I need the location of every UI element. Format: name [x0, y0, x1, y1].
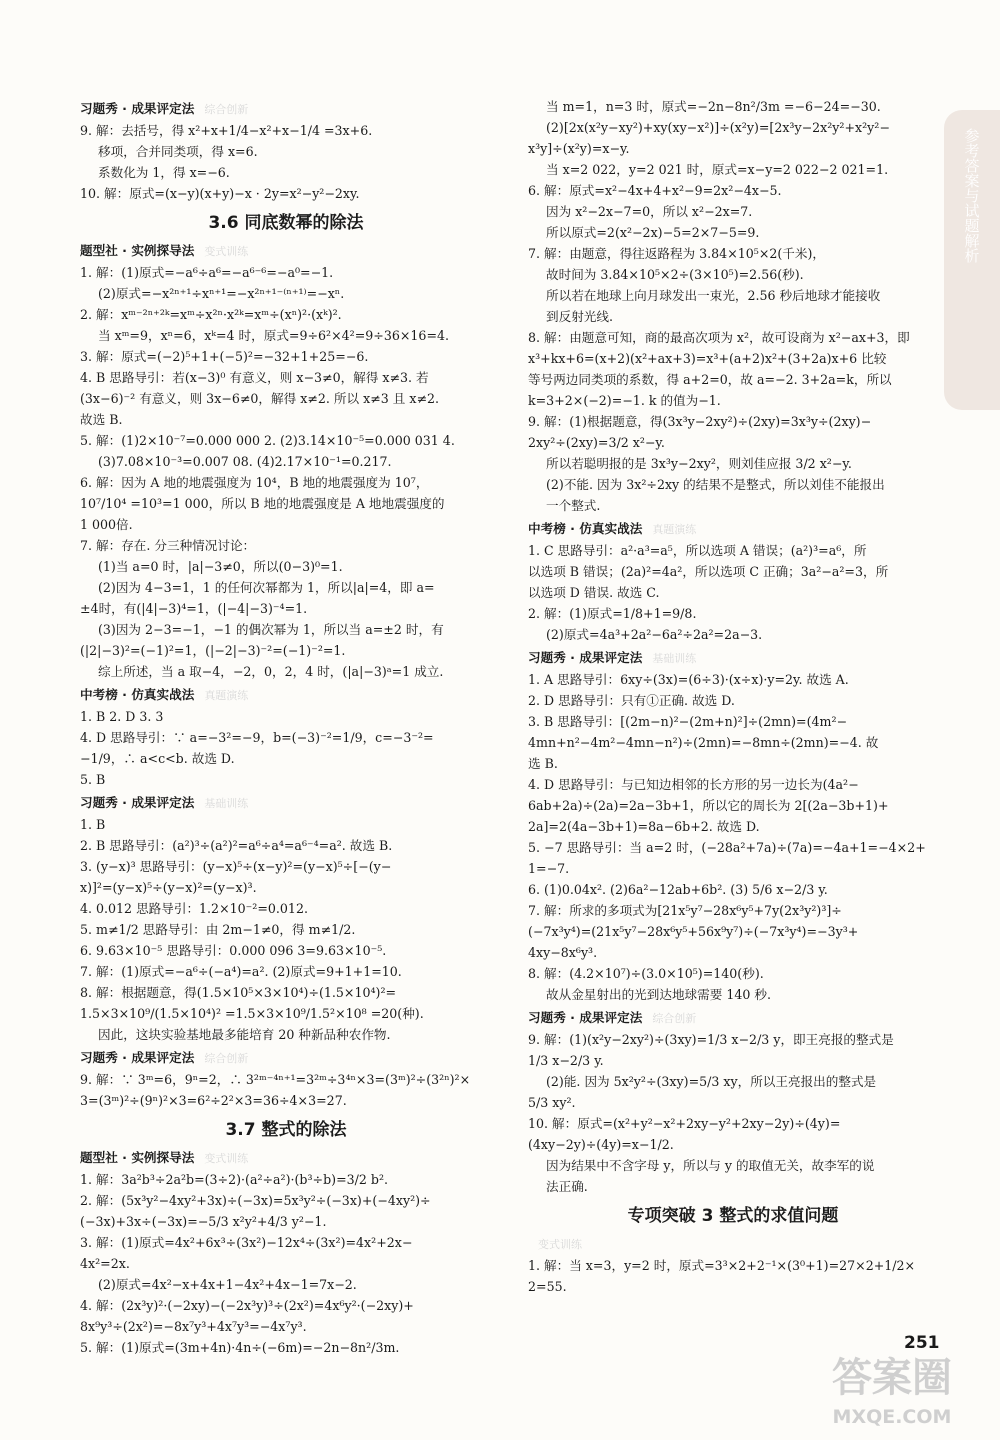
answer-line: 4x²=2x. — [80, 1256, 130, 1271]
answer-line: (−7x³y⁴)=(21x⁵y⁷−28x⁶y⁵+56x⁹y⁷)÷(−7x³y⁴)=−3y³+ — [528, 924, 859, 939]
answer-line: 因为 x²−2x−7=0，所以 x²−2x=7. — [546, 204, 753, 219]
answer-line: k=3+2×(−2)=−1. k 的值为−1. — [528, 393, 721, 408]
answer-line: 5. 解：(1)2×10⁻⁷=0.000 000 2. (2)3.14×10⁻⁵=0.000 031 4. — [80, 433, 455, 448]
section-title: 中考榜 · 仿真实战法 — [80, 687, 195, 702]
answer-line: 所以若在地球上向月球发出一束光，2.56 秒后地球才能接收 — [546, 288, 881, 303]
answer-line: 以选项 D 错误. 故选 C. — [528, 585, 660, 600]
answer-line: (2)[2x(x²y−xy²)+xy(xy−x²)]÷(x²y)=[2x³y−2x²y²+x²y²− — [546, 120, 890, 135]
answer-line: 当 m=1，n=3 时，原式=−2n−8n²/3m =−6−24=−30. — [546, 99, 881, 114]
section-tag: 变式训练 — [204, 1152, 249, 1165]
answer-line: 3=(3ᵐ)²÷(9ⁿ)²×3=6²÷2²×3=36÷4×3=27. — [80, 1093, 347, 1108]
answer-line: 6. (1)0.04x². (2)6a²−12ab+6b². (3) 5/6 x−2/3 y. — [528, 882, 828, 897]
section-tag: 真题演练 — [204, 689, 249, 702]
answer-line: 因为结果中不含字母 y，所以与 y 的取值无关，故李军的说 — [546, 1158, 875, 1173]
answer-line: 2. B 思路导引：(a²)³÷(a²)²=a⁶÷a⁴=a⁶⁻⁴=a². 故选 B. — [80, 838, 393, 853]
answer-line: 5. m≠1/2 思路导引：由 2m−1≠0，得 m≠1/2. — [80, 922, 356, 937]
section-title: 习题秀 · 成果评定法 — [80, 795, 195, 810]
answer-line: 3. 解：(1)原式=4x²+6x³÷(3x²)−12x⁴÷(3x²)=4x²+2x− — [80, 1235, 413, 1250]
answer-line: (1)当 a=0 时，|a|−3≠0，所以(0−3)⁰=1. — [98, 559, 343, 574]
answer-line: 5. 解：(1)原式=(3m+4n)·4n÷(−6m)=−2n−8n²/3m. — [80, 1340, 400, 1355]
answer-line: 7. 解：所求的多项式为[21x⁵y⁷−28x⁶y⁵+7y(2x³y²)³]÷ — [528, 903, 842, 918]
section-title: 习题秀 · 成果评定法 — [528, 650, 643, 665]
answer-line: 2. 解：(5x³y²−4xy²+3x)÷(−3x)=5x³y²÷(−3x)+(−4xy²)÷ — [80, 1193, 431, 1208]
answer-line: 到反射光线. — [546, 309, 613, 324]
answer-line: 4xy−8x⁶y³. — [528, 945, 598, 960]
answer-line: 3. 解：原式=(−2)⁵+1+(−5)²=−32+1+25=−6. — [80, 349, 369, 364]
answer-line: 5/3 xy². — [528, 1095, 576, 1110]
answer-line: 1.5×3×10⁹/(1.5×10⁴)² =1.5×3×10⁹/1.5²×10⁸ =20(种). — [80, 1006, 424, 1021]
section-tag: 变式训练 — [204, 245, 249, 258]
answer-line: 10⁷/10⁴ =10³=1 000，所以 B 地的地震强度是 A 地地震强度的 — [80, 496, 445, 511]
answer-line: 8. 解：由题意可知，商的最高次项为 x²，故可设商为 x²−ax+3，即 — [528, 330, 910, 345]
answer-line: 1/3 x−2/3 y. — [528, 1053, 604, 1068]
answer-line: 系数化为 1，得 x=−6. — [98, 165, 230, 180]
section-header — [528, 647, 938, 669]
answer-line: 10. 解：原式=(x²+y²−x²+2xy−y²+2xy−2y)÷(4y)= — [528, 1116, 841, 1131]
answer-line: 6ab+2a)÷(2a)=2a−3b+1，所以它的周长为 2[(2a−3b+1)+ — [528, 798, 889, 813]
answer-line: 故选 B. — [80, 412, 123, 427]
answer-line: 以选项 B 错误；(2a)²=4a²，所以选项 C 正确；3a²−a²=3，所 — [528, 564, 889, 579]
answer-line: 1. 解：(1)原式=−a⁶÷a⁶=−a⁶⁻⁶=−a⁰=−1. — [80, 265, 334, 280]
section-tag: 综合创新 — [652, 1012, 697, 1025]
side-tab-label: 参考答案与试题解析 — [962, 128, 981, 263]
answer-line: 9. 解：(1)根据题意，得(3x³y−2xy²)÷(2xy)=3x³y÷(2xy)− — [528, 414, 872, 429]
answer-line: x³y]÷(x²y)=x−y. — [528, 141, 630, 156]
answer-line: 6. 解：原式=x²−4x+4+x²−9=2x²−4x−5. — [528, 183, 782, 198]
section-header — [80, 684, 492, 706]
answer-line: (3)因为 2−3=−1，−1 的偶次幂为 1，所以当 a=±2 时，有 — [98, 622, 444, 637]
answer-line: 综上所述，当 a 取−4，−2，0，2，4 时，(|a|−3)ᵃ=1 成立. — [98, 664, 444, 679]
answer-line: 5. B — [80, 772, 106, 787]
section-header — [80, 240, 492, 262]
section-header — [528, 1007, 938, 1029]
answer-line: x)]²=(y−x)⁵÷(y−x)²=(y−x)³. — [80, 880, 257, 895]
watermark-logo-text: 答案圈 — [832, 1355, 952, 1401]
section-tag: 真题演练 — [652, 523, 697, 536]
answer-line: 2. D 思路导引：只有①正确. 故选 D. — [528, 693, 735, 708]
side-tab — [944, 110, 1000, 410]
section-title: 习题秀 · 成果评定法 — [80, 1050, 195, 1065]
answer-line: −1/9，∴ a<c<b. 故选 D. — [80, 751, 235, 766]
answer-line: 3. (y−x)³ 思路导引：(y−x)⁵÷(x−y)²=(y−x)⁵÷[−(y− — [80, 859, 392, 874]
answer-line: (2)因为 4−3=1，1 的任何次幂都为 1，所以|a|=4，即 a= — [98, 580, 435, 595]
watermark-logo — [812, 1352, 972, 1436]
section-tag: 基础训练 — [204, 797, 249, 810]
answer-line: 1. C 思路导引：a²·a³=a⁵，所以选项 A 错误；(a²)³=a⁶，所 — [528, 543, 867, 558]
section-tag: 综合创新 — [204, 1052, 249, 1065]
section-header — [80, 1047, 492, 1069]
answer-line: 2=55. — [528, 1279, 567, 1294]
section-header — [528, 1233, 938, 1255]
section-tag: 基础训练 — [652, 652, 697, 665]
section-header — [80, 1147, 492, 1169]
answer-line: 等号两边同类项的系数，得 a+2=0，故 a=−2. 3+2a=k，所以 — [528, 372, 892, 387]
section-header — [528, 518, 938, 540]
answer-line: (2)原式=4x²−x+4x+1−4x²+4x−1=7x−2. — [98, 1277, 357, 1292]
answer-line: 1. 解：当 x=3，y=2 时，原式=3³×2+2⁻¹×(3⁰+1)=27×2+1/2× — [528, 1258, 916, 1273]
answer-line: 1. A 思路导引：6xy÷(3x)=(6÷3)·(x÷x)·y=2y. 故选 A. — [528, 672, 849, 687]
section-tag: 综合创新 — [204, 103, 249, 116]
answer-line: 故时间为 3.84×10⁵×2÷(3×10⁵)=2.56(秒). — [546, 267, 804, 282]
answer-line: 4. B 思路导引：若(x−3)⁰ 有意义，则 x−3≠0，解得 x≠3. 若 — [80, 370, 429, 385]
chapter-title: 专项突破 3 整式的求值问题 — [627, 1206, 839, 1226]
answer-line: 移项，合并同类项，得 x=6. — [98, 144, 258, 159]
answer-line: 9. 解：∵ 3ᵐ=6，9ⁿ=2，∴ 3²ᵐ⁻⁴ⁿ⁺¹=3²ᵐ÷3⁴ⁿ×3=(3ᵐ)²÷(3²ⁿ)²× — [80, 1072, 471, 1087]
right-column — [528, 96, 938, 1297]
answer-line: 当 xᵐ=9，xⁿ=6，xᵏ=4 时，原式=9÷6²×4²=9÷36×16=4. — [98, 328, 450, 343]
chapter-title: 3.6 同底数幂的除法 — [208, 213, 364, 233]
answer-line: 9. 解：去括号，得 x²+x+1/4−x²+x−1/4 =3x+6. — [80, 123, 373, 138]
answer-line: (2)原式=4a³+2a²−6a²÷2a²=2a−3. — [546, 627, 763, 642]
section-title: 习题秀 · 成果评定法 — [80, 101, 195, 116]
answer-line: (|2|−3)²=(−1)²=1，(|−2|−3)⁻²=(−1)⁻²=1. — [80, 643, 346, 658]
answer-line: (2)不能. 因为 3x²÷2xy 的结果不是整式，所以刘佳不能报出 — [546, 477, 885, 492]
answer-line: 6. 9.63×10⁻⁵ 思路导引：0.000 096 3=9.63×10⁻⁵. — [80, 943, 387, 958]
answer-line: 法正确. — [546, 1179, 588, 1194]
answer-line: 7. 解：(1)原式=−a⁶÷(−a⁴)=a². (2)原式=9+1+1=10. — [80, 964, 402, 979]
answer-line: 2a]=2(4a−3b+1)=8a−6b+2. 故选 D. — [528, 819, 760, 834]
answer-line: 当 x=2 022，y=2 021 时，原式=x−y=2 022−2 021=1. — [546, 162, 889, 177]
section-tag: 变式训练 — [538, 1238, 582, 1251]
page-number: 251 — [904, 1333, 940, 1353]
section-title: 题型社 · 实例探导法 — [80, 243, 195, 258]
answer-line: (2)能. 因为 5x²y²÷(3xy)=5/3 xy，所以王亮报出的整式是 — [546, 1074, 877, 1089]
answer-line: x³+kx+6=(x+2)(x²+ax+3)=x³+(a+2)x²+(3+2a)x+6 比较 — [528, 351, 887, 366]
answer-line: 因此，这块实验基地最多能培育 20 种新品种农作物. — [98, 1027, 391, 1042]
answer-line: 5. −7 思路导引：当 a=2 时，(−28a²+7a)÷(7a)=−4a+1=−4×2+ — [528, 840, 926, 855]
answer-line: 7. 解：由题意，得往返路程为 3.84×10⁵×2(千米)， — [528, 246, 825, 261]
answer-line: 9. 解：(1)(x²y−2xy²)÷(3xy)=1/3 x−2/3 y，即王亮报的整式是 — [528, 1032, 894, 1047]
chapter-title: 3.7 整式的除法 — [225, 1120, 347, 1140]
answer-line: 1=−7. — [528, 861, 570, 876]
answer-line: 4. D 思路导引：∵ a=−3²=−9，b=(−3)⁻²=1/9，c=−3⁻²= — [80, 730, 434, 745]
left-column — [80, 96, 492, 1358]
answer-line: 所以若聪明报的是 3x³y−2xy²，则刘佳应报 3/2 x²−y. — [546, 456, 852, 471]
answer-line: 选 B. — [528, 756, 558, 771]
answer-line: 4. 解：(2x³y)²·(−2xy)−(−2x³y)³÷(2x²)=4x⁶y²·(−2xy)+ — [80, 1298, 414, 1313]
answer-line: 2xy²÷(2xy)=3/2 x²−y. — [528, 435, 665, 450]
answer-line: 故从金星射出的光到达地球需要 140 秒. — [546, 987, 771, 1002]
answer-line: 10. 解：原式=(x−y)(x+y)−x · 2y=x²−y²−2xy. — [80, 186, 360, 201]
answer-line: 一个整式. — [546, 498, 601, 513]
answer-line: 3. B 思路导引：[(2m−n)²−(2m+n)²]÷(2mn)=(4m²− — [528, 714, 848, 729]
section-title: 题型社 · 实例探导法 — [80, 1150, 195, 1165]
answer-line: 4. D 思路导引：与已知边相邻的长方形的另一边长为(4a²− — [528, 777, 859, 792]
answer-line: 1. B 2. D 3. 3 — [80, 709, 164, 724]
answer-line: 7. 解：存在. 分三种情况讨论： — [80, 538, 256, 553]
section-title: 中考榜 · 仿真实战法 — [528, 521, 643, 536]
answer-line: (2)原式=−x²ⁿ⁺¹÷xⁿ⁺¹=−x²ⁿ⁺¹⁻⁽ⁿ⁺¹⁾=−xⁿ. — [98, 286, 345, 301]
answer-line: 所以原式=2(x²−2x)−5=2×7−5=9. — [546, 225, 760, 240]
answer-line: (3)7.08×10⁻³=0.007 08. (4)2.17×10⁻¹=0.217. — [98, 454, 392, 469]
section-header — [80, 98, 492, 120]
section-header — [80, 792, 492, 814]
answer-line: 8. 解：(4.2×10⁷)÷(3.0×10⁵)=140(秒). — [528, 966, 764, 981]
answer-line: 6. 解：因为 A 地的地震强度为 10⁴，B 地的地震强度为 10⁷， — [80, 475, 429, 490]
answer-line: 2. 解：xᵐ⁻²ⁿ⁺²ᵏ=xᵐ÷x²ⁿ·x²ᵏ=xᵐ÷(xⁿ)²·(xᵏ)². — [80, 307, 342, 322]
answer-line: (4xy−2y)÷(4y)=x−1/2. — [528, 1137, 674, 1152]
answer-line: 1 000倍. — [80, 517, 133, 532]
answer-line: 4. 0.012 思路导引：1.2×10⁻²=0.012. — [80, 901, 308, 916]
answer-line: 1. B — [80, 817, 106, 832]
section-title: 习题秀 · 成果评定法 — [528, 1010, 643, 1025]
answer-line: 1. 解：3a²b³÷2a²b=(3÷2)·(a²÷a²)·(b³÷b)=3/2 b². — [80, 1172, 389, 1187]
watermark-url: MXQE.COM — [832, 1406, 952, 1428]
answer-line: 8x⁹y³÷(2x²)=−8x⁷y³+4x⁷y³=−4x⁷y³. — [80, 1319, 307, 1334]
answer-line: ±4时，有(|4|−3)⁴=1，(|−4|−3)⁻⁴=1. — [80, 601, 308, 616]
answer-line: (3x−6)⁻² 有意义，则 3x−6≠0，解得 x≠2. 所以 x≠3 且 x≠2. — [80, 391, 440, 406]
answer-line: (−3x)+3x÷(−3x)=−5/3 x²y²+4/3 y²−1. — [80, 1214, 327, 1229]
answer-line: 8. 解：根据题意，得(1.5×10⁵×3×10⁴)÷(1.5×10⁴)²= — [80, 985, 397, 1000]
answer-line: 4mn+n²−4m²−4mn−n²)÷(2mn)=−8mn÷(2mn)=−4. 故 — [528, 735, 879, 750]
answer-line: 2. 解：(1)原式=1/8+1=9/8. — [528, 606, 697, 621]
